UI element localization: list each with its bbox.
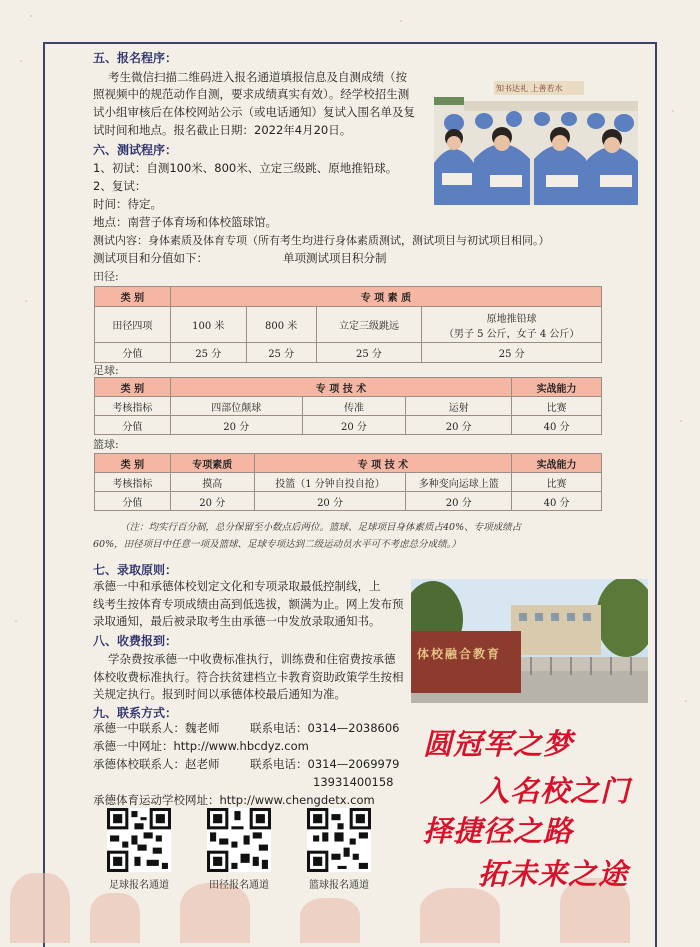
football-label: 足球: — [93, 364, 119, 377]
section-7-line-3: 录取通知，最后被录取考生由承德一中发放录取通知书。 — [93, 614, 381, 628]
section-5-line-3: 试小组审核后在体校网站公示（或电话通知）复试入围名单及复 — [93, 105, 415, 119]
section-8-title: 八、收费报到： — [93, 634, 178, 648]
section-5-line-4: 试时间和地点。报名截止日期：2022年4月20日。 — [93, 123, 352, 137]
section-7-title: 七、录取原则： — [93, 563, 178, 577]
section-7-line-1: 承德一中和承德体校划定文化和专项录取最低控制线，上 — [93, 579, 381, 593]
qr-basketball[interactable] — [307, 808, 371, 872]
qr-football[interactable] — [107, 808, 171, 872]
football-cell: 运射 — [406, 397, 512, 416]
track-cell: 立定三级跳远 — [316, 307, 422, 343]
football-cell: 20 分 — [406, 416, 512, 435]
basketball-cell: 比赛 — [512, 473, 602, 492]
section-6-title: 六、测试程序： — [93, 143, 178, 157]
slogan-2: 入名校之门 — [480, 774, 631, 808]
track-cell: 25 分 — [316, 343, 422, 363]
section-5-line-1: 考生微信扫描二维码进入报名通道填报信息及自测成绩（按 — [108, 70, 407, 84]
basketball-cell: 摸高 — [170, 473, 254, 492]
section-6-line-3: 时间：待定。 — [93, 197, 162, 211]
basketball-label: 篮球: — [93, 438, 119, 451]
basketball-cell: 40 分 — [512, 492, 602, 511]
basketball-table — [94, 453, 602, 511]
basketball-cell: 20 分 — [406, 492, 512, 511]
track-cell: 25 分 — [246, 343, 316, 363]
football-cell: 分值 — [95, 416, 171, 435]
track-cell: 100 米 — [170, 307, 246, 343]
basketball-cell: 投篮（1 分钟自投自抢） — [254, 473, 406, 492]
track-head-category: 类 别 — [95, 287, 171, 307]
football-cell: 四部位颠球 — [170, 397, 302, 416]
basketball-head-technique: 专 项 技 术 — [254, 454, 511, 473]
football-cell: 20 分 — [170, 416, 302, 435]
basketball-cell: 20 分 — [254, 492, 406, 511]
qr-code-icon — [107, 808, 171, 872]
football-cell: 40 分 — [512, 416, 602, 435]
track-cell: 25 分 — [422, 343, 602, 363]
school-sign-text: 体校融合教育 — [417, 647, 502, 661]
football-cell: 考核指标 — [95, 397, 171, 416]
note-line-1: （注：均实行百分制，总分保留至小数点后两位。篮球、足球项目身体素质占40%、专项成绩占 — [120, 522, 522, 533]
section-7-line-2: 线考生按体育专项成绩由高到低选拔，额满为止。网上发布预 — [93, 597, 404, 611]
track-cell-shotput — [422, 307, 602, 343]
football-table — [94, 377, 602, 435]
section-6-line-1: 1、初试：自测100米、800米、立定三级跳、原地推铅球。 — [93, 161, 398, 175]
qr-track[interactable] — [207, 808, 271, 872]
football-cell: 传准 — [302, 397, 406, 416]
track-label: 田径: — [93, 270, 119, 283]
track-cell: 800 米 — [246, 307, 316, 343]
section-6-line-5: 测试内容：身体素质及体育专项（所有考生均进行身体素质测试，测试项目与初试项目相同。） — [93, 234, 550, 247]
school-gate-photo — [411, 579, 648, 703]
section-6-line-2: 2、复试： — [93, 179, 147, 193]
track-table — [94, 286, 602, 363]
football-cell: 20 分 — [302, 416, 406, 435]
website-2[interactable]: 承德体育运动学校网址：http://www.chengdetx.com — [93, 793, 375, 807]
track-cell: 25 分 — [170, 343, 246, 363]
slogan-4: 拓未来之途 — [478, 857, 629, 891]
shotput-weight: （男子 5 公斤，女子 4 公斤） — [443, 328, 580, 340]
qr-caption-track: 田径报名通道 — [209, 880, 269, 891]
section-9-title: 九、联系方式： — [93, 706, 178, 720]
football-head-category: 类 别 — [95, 378, 171, 397]
qr-code-icon — [307, 808, 371, 872]
track-cell: 田径四项 — [95, 307, 171, 343]
shotput-label: 原地推铅球 — [486, 313, 537, 325]
basketball-cell: 考核指标 — [95, 473, 171, 492]
basketball-head-quality: 专项素质 — [170, 454, 254, 473]
classroom-photo — [434, 63, 638, 205]
section-6-line-4: 地点：南营子体育场和体校篮球馆。 — [93, 215, 277, 229]
football-head-technique: 专 项 技 术 — [170, 378, 511, 397]
track-cell: 分值 — [95, 343, 171, 363]
qr-code-icon — [207, 808, 271, 872]
section-8-line-1: 学杂费按承德一中收费标准执行，训练费和住宿费按承德 — [108, 652, 396, 666]
contact-2: 承德体校联系人：赵老师 — [93, 757, 220, 771]
section-8-line-3: 关规定执行。报到时间以承德体校最后通知为准。 — [93, 687, 346, 701]
contact-1: 承德一中联系人：魏老师 — [93, 721, 220, 735]
basketball-cell: 20 分 — [170, 492, 254, 511]
table-intro: 测试项目和分值如下： — [93, 251, 208, 265]
slogan-3: 择捷径之路 — [423, 814, 574, 848]
section-5-line-2: 照视频中的规范动作自测，要求成绩真实有效）。经学校招生测 — [93, 87, 410, 101]
basketball-head-combat: 实战能力 — [512, 454, 602, 473]
note-line-2: 60%，田径项目中任意一项及篮球、足球专项达到二级运动员水平可不考虑总分成绩。） — [93, 539, 461, 550]
section-8-line-2: 体校收费标准执行。符合扶贫建档立卡教育资助政策学生按相 — [93, 670, 404, 684]
track-head-quality: 专 项 素 质 — [170, 287, 601, 307]
section-5-title: 五、报名程序： — [93, 51, 178, 65]
basketball-head-category: 类 别 — [95, 454, 171, 473]
qr-caption-football: 足球报名通道 — [109, 880, 169, 891]
qr-caption-basketball: 篮球报名通道 — [309, 880, 369, 891]
slogan-1: 圆冠军之梦 — [423, 727, 574, 761]
football-cell: 比赛 — [512, 397, 602, 416]
phone-1: 联系电话：0314—2038606 — [250, 721, 400, 735]
phone-2-mobile: 13931400158 — [313, 775, 394, 789]
table-title: 单项测试项目积分制 — [283, 251, 387, 265]
classroom-banner-text: 知书达礼 上善若水 — [496, 84, 563, 93]
phone-2: 联系电话：0314—2069979 — [250, 757, 400, 771]
basketball-cell: 多种变向运球上篮 — [406, 473, 512, 492]
football-head-combat: 实战能力 — [512, 378, 602, 397]
basketball-cell: 分值 — [95, 492, 171, 511]
website-1[interactable]: 承德一中网址：http://www.hbcdyz.com — [93, 739, 309, 753]
